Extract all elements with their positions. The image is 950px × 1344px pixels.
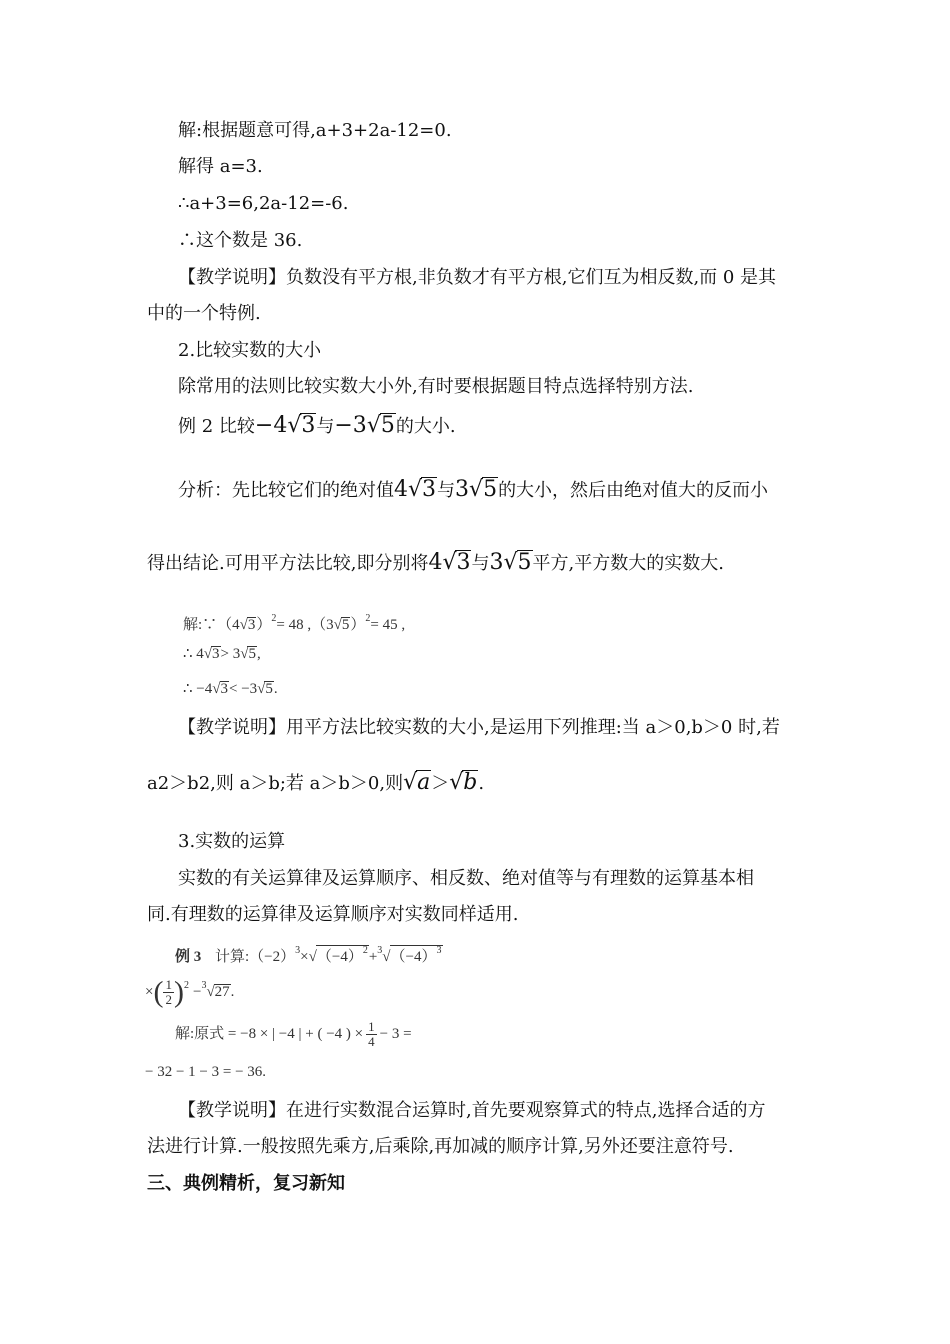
analysis-radicand-b: 5 xyxy=(483,477,498,502)
sol2-l2-radicand-2: 5 xyxy=(248,646,256,662)
analysis2-and: 与 xyxy=(471,553,490,574)
teaching-note-1-line-1: 【教学说明】负数没有平方根,非负数才有平方根,它们互为相反数,而 0 是其 xyxy=(178,267,777,288)
sqrt-symbol: √ xyxy=(503,550,518,575)
sol2-l2-compare: > 3 xyxy=(220,646,241,662)
note2-greater: ＞ xyxy=(431,773,450,794)
sqrt-symbol: √ xyxy=(449,770,464,795)
sqrt-symbol: √ xyxy=(257,681,266,697)
sqrt-symbol: √ xyxy=(403,770,418,795)
ex3-l1-cube: 3 xyxy=(295,945,301,956)
ex3-l1-radicand-1 xyxy=(316,945,369,966)
ex3-l2-times: × xyxy=(145,984,154,1000)
analysis-radicand-a: 3 xyxy=(422,477,437,502)
example-2-prefix: 例 2 比较 xyxy=(178,416,255,437)
teaching-note-2-line-2 xyxy=(147,770,815,797)
sqrt-symbol: √ xyxy=(206,984,215,1000)
example-3-line-2 xyxy=(145,968,813,1011)
example-2-coef-b: −3 xyxy=(334,413,367,438)
close-paren: ) xyxy=(173,975,184,1009)
example-2-coef-a: −4 xyxy=(254,413,288,438)
teaching-note-2-line-1: 【教学说明】用平方法比较实数的大小,是运用下列推理:当 a＞0,b＞0 时,若 xyxy=(178,717,780,738)
section-heading-3: 三、典例精析，复习新知 xyxy=(147,1173,345,1194)
sol2-l1-eq-2: = 45 , xyxy=(370,617,406,633)
analysis2-prefix: 得出结论.可用平方法比较,即分别将 xyxy=(147,553,429,574)
sol2-l1-eq-1: = 48 ,（3 xyxy=(276,617,334,633)
sqrt-symbol: √ xyxy=(408,477,423,502)
sol2-l1-paren: ） xyxy=(256,617,272,633)
example-2-suffix: 的大小. xyxy=(395,416,456,437)
example-3-label: 例 3 xyxy=(175,949,202,965)
section-heading-operations: 3.实数的运算 xyxy=(178,831,286,852)
solution-2-line-1 xyxy=(183,606,851,638)
teaching-note-1-line-2: 中的一个特例. xyxy=(147,303,261,324)
sqrt-symbol: √ xyxy=(469,477,484,502)
ex3-l1-plus: + xyxy=(368,949,378,965)
sol2-l3-radicand-2: 5 xyxy=(265,681,273,697)
note2-l2-prefix: a2＞b2,则 a＞b;若 a＞b＞0,则 xyxy=(147,773,404,794)
analysis2-radicand-a: 3 xyxy=(456,550,471,575)
sol2-l1-radicand-2: 5 xyxy=(341,617,350,633)
ex3-l1-radicand-2 xyxy=(390,945,443,966)
ex3-l1-a: 计算:（−2） xyxy=(215,949,296,965)
sqrt-symbol: √ xyxy=(382,949,391,965)
analysis-suffix: 的大小，然后由绝对值大的反而小 xyxy=(498,480,769,501)
ex3-l1-radicand-2-text: （−4） xyxy=(390,949,437,965)
sol2-l1-radicand-1: 3 xyxy=(247,617,256,633)
sqrt-symbol: √ xyxy=(308,949,317,965)
analysis2-coef-a: 4 xyxy=(428,550,443,575)
analysis-coef-b: 3 xyxy=(455,477,470,502)
analysis-line-1 xyxy=(178,477,815,504)
open-paren: ( xyxy=(153,975,164,1009)
example-2-and: 与 xyxy=(316,416,335,437)
sol2-l3-suffix: . xyxy=(273,681,278,697)
sqrt-symbol: √ xyxy=(212,681,221,697)
sqrt-symbol: √ xyxy=(240,646,249,662)
solution-line-4: ∴这个数是 36. xyxy=(178,230,303,251)
analysis2-suffix: 平方,平方数大的实数大. xyxy=(532,553,724,574)
analysis2-radicand-b: 5 xyxy=(517,550,532,575)
operations-paragraph-line-2: 同.有理数的运算律及运算顺序对实数同样适用. xyxy=(147,904,519,925)
ex3-l1-times: × xyxy=(300,949,309,965)
analysis-coef-a: 4 xyxy=(394,477,408,502)
ex3-l2-period: . xyxy=(230,984,235,1000)
sqrt-symbol: √ xyxy=(239,617,248,633)
analysis2-coef-b: 3 xyxy=(489,550,504,575)
solution-line-2: 解得 a=3. xyxy=(178,156,263,177)
sol2-l1-paren-2: ） xyxy=(350,617,366,633)
sol2-l1-exp-2: 2 xyxy=(365,613,371,624)
teaching-note-3-line-1: 【教学说明】在进行实数混合运算时,首先要观察算式的特点,选择合适的方 xyxy=(178,1100,766,1121)
sqrt-symbol: √ xyxy=(287,413,302,438)
analysis-prefix: 分析：先比较它们的绝对值 xyxy=(178,480,394,501)
sol2-l2-suffix: , xyxy=(256,646,261,662)
solution-line-1: 解:根据题意可得,a+3+2a-12=0. xyxy=(178,120,452,141)
operations-paragraph-line-1: 实数的有关运算律及运算顺序、相反数、绝对值等与有理数的运算基本相 xyxy=(178,868,754,889)
teaching-note-3-line-2: 法进行计算.一般按照先乘方,后乘除,再加减的顺序计算,另外还要注意符号. xyxy=(147,1136,734,1157)
example-2-radicand-b: 5 xyxy=(380,413,395,438)
note2-radicand-b: b xyxy=(463,770,478,795)
sqrt-symbol: √ xyxy=(333,617,342,633)
sol3-l1-num: 1 xyxy=(368,1019,375,1035)
compare-intro: 除常用的法则比较实数大小外,有时要根据题目特点选择特别方法. xyxy=(178,376,694,397)
note2-radicand-a: a xyxy=(417,770,431,795)
ex3-l1-radicand-1-text: （−4） xyxy=(316,949,363,965)
solution-2-line-3 xyxy=(183,676,851,702)
ex3-l2-radicand: 27 xyxy=(214,984,230,1000)
example-2-radicand-a: 3 xyxy=(301,413,316,438)
note2-l2-suffix: . xyxy=(478,773,485,794)
ex3-l2-den: 2 xyxy=(165,992,172,1008)
sol2-l3-prefix: ∴ −4 xyxy=(183,681,213,697)
sol2-l2-radicand-1: 3 xyxy=(212,646,220,662)
section-heading-compare: 2.比较实数的大小 xyxy=(178,340,322,361)
solution-3-line-1 xyxy=(175,1016,843,1052)
analysis-and: 与 xyxy=(437,480,456,501)
example-3-line-1 xyxy=(175,938,843,970)
analysis-line-2 xyxy=(147,550,815,577)
ex3-l2-sq: 2 xyxy=(183,980,189,991)
ex3-l2-minus: − xyxy=(192,984,202,1000)
sqrt-symbol: √ xyxy=(203,646,213,662)
sol3-l1-den: 4 xyxy=(368,1034,375,1050)
sol2-l2-prefix: ∴ 4 xyxy=(183,646,204,662)
solution-2-line-2 xyxy=(183,641,851,667)
ex3-l2-num: 1 xyxy=(165,977,172,993)
solution-3-line-2: − 32 − 1 − 3 = − 36. xyxy=(145,1064,267,1080)
sol2-l1-prefix: 解:∵（4 xyxy=(183,617,240,633)
example-2 xyxy=(178,413,815,440)
ex3-l2-index: 3 xyxy=(201,980,207,991)
sqrt-symbol: √ xyxy=(366,413,381,438)
ex3-l1-sq: 2 xyxy=(362,945,368,956)
ex3-l1-cube-2: 3 xyxy=(436,945,442,956)
sqrt-symbol: √ xyxy=(442,550,457,575)
ex3-l2-fraction xyxy=(163,978,174,1007)
sol2-l3-compare: < −3 xyxy=(229,681,258,697)
solution-line-3: ∴a+3=6,2a-12=-6. xyxy=(178,193,349,214)
sol2-l3-radicand-1: 3 xyxy=(220,681,228,697)
ex3-l1-index: 3 xyxy=(377,945,383,956)
sol2-l1-exp-1: 2 xyxy=(271,613,277,624)
sol3-l1-a: 解:原式 = −8 × | −4 | + ( −4 ) × xyxy=(175,1026,364,1042)
sol3-l1-b: − 3 = xyxy=(379,1026,412,1042)
sol3-l1-fraction xyxy=(366,1020,377,1049)
